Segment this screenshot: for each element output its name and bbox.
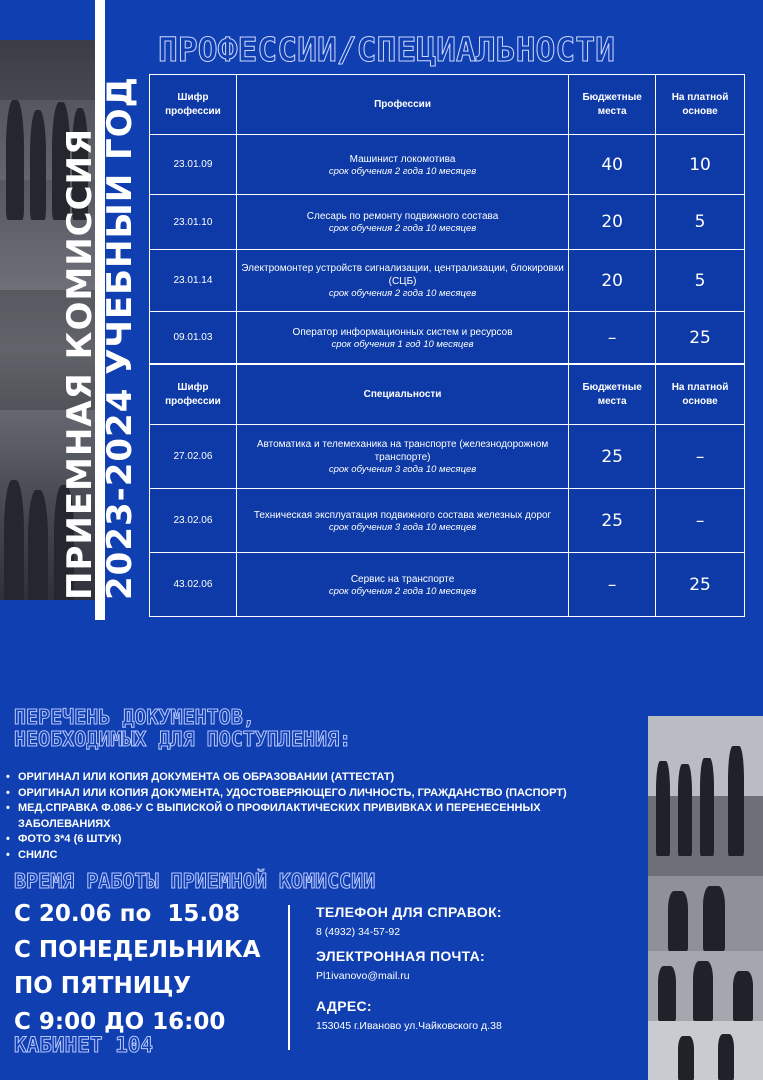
row-code: 27.02.06 <box>150 425 237 489</box>
row-code: 23.01.09 <box>150 135 237 195</box>
table-row <box>150 489 745 553</box>
row-budget: 25 <box>569 489 656 553</box>
row-name: Автоматика и телемеханика на транспорте (железнодорожном транспорте) <box>256 439 549 463</box>
photo-collage <box>648 716 763 1080</box>
title-line2: 2023-2024 УЧЕБНЫЙ ГОД <box>100 76 140 600</box>
list-item: • СНИЛС <box>6 848 626 864</box>
phone-value[interactable]: 8 (4932) 34-57-92 <box>316 926 401 938</box>
phone-label: ТЕЛЕФОН ДЛЯ СПРАВОК: <box>316 904 502 920</box>
row-paid: 10 <box>656 135 745 195</box>
vertical-separator <box>288 905 290 1050</box>
row-paid: 5 <box>656 250 745 312</box>
header-code: Шифр профессии <box>150 365 237 425</box>
header-budget: Бюджетные места <box>569 365 656 425</box>
row-duration: срок обучения 2 года 10 месяцев <box>328 288 477 299</box>
documents-title-line2: НЕОБХОДИМЫХ ДЛЯ ПОСТУПЛЕНИЯ: <box>14 727 352 751</box>
table-row <box>150 195 745 250</box>
header-code: Шифр профессии <box>150 75 237 135</box>
row-code: 09.01.03 <box>150 312 237 364</box>
title-line1: ПРИЕМНАЯ КОМИССИЯ <box>60 127 100 600</box>
documents-title <box>14 706 634 750</box>
row-paid: 5 <box>656 195 745 250</box>
address-label: АДРЕС: <box>316 998 372 1014</box>
row-paid: 25 <box>656 312 745 364</box>
table-row <box>150 553 745 617</box>
row-code: 23.02.06 <box>150 489 237 553</box>
row-code: 43.02.06 <box>150 553 237 617</box>
schedule-days-line2: ПО ПЯТНИЦУ <box>14 973 192 999</box>
schedule-dates: С 20.06 по 15.08 <box>14 901 241 927</box>
phone-block <box>316 904 502 938</box>
list-item: • ФОТО 3*4 (6 ШТУК) <box>6 832 626 848</box>
schedule-block <box>14 896 284 1040</box>
row-name: Машинист локомотива <box>349 153 456 165</box>
email-label: ЭЛЕКТРОННАЯ ПОЧТА: <box>316 948 485 964</box>
table-row <box>150 135 745 195</box>
documents-title-line1: ПЕРЕЧЕНЬ ДОКУМЕНТОВ, <box>14 705 255 729</box>
row-name: Электромонтер устройств сигнализации, централизации, блокировки (СЦБ) <box>241 263 564 287</box>
header-paid: На платной основе <box>656 75 745 135</box>
schedule-title: ВРЕМЯ РАБОТЫ ПРИЕМНОЙ КОМИССИИ <box>14 869 376 893</box>
row-duration: срок обучения 3 года 10 месяцев <box>328 464 477 475</box>
list-item: • ОРИГИНАЛ ИЛИ КОПИЯ ДОКУМЕНТА ОБ ОБРАЗОВАНИИ (АТТЕСТАТ) <box>6 770 626 786</box>
row-budget: 25 <box>569 425 656 489</box>
row-duration: срок обучения 2 года 10 месяцев <box>328 585 477 597</box>
table-row <box>150 250 745 312</box>
row-name: Техническая эксплуатация подвижного состава железных дорог <box>253 509 552 521</box>
row-duration: срок обучения 3 года 10 месяцев <box>328 521 477 533</box>
email-value[interactable]: Pl1ivanovo@mail.ru <box>316 970 410 982</box>
row-paid: – <box>656 425 745 489</box>
header-budget: Бюджетные места <box>569 75 656 135</box>
row-budget: 20 <box>569 195 656 250</box>
schedule-days-line1: С ПОНЕДЕЛЬНИКА <box>14 937 261 963</box>
specialties-table <box>149 364 745 617</box>
header-name: Профессии <box>236 75 568 135</box>
cabinet-number: КАБИНЕТ 104 <box>14 1033 154 1057</box>
row-name: Сервис на транспорте <box>350 573 455 585</box>
table-row <box>150 312 745 364</box>
list-item: • МЕД.СПРАВКА Ф.086-У С ВЫПИСКОЙ О ПРОФИЛАКТИЧЕСКИХ ПРИВИВКАХ И ПЕРЕНЕСЕННЫХ ЗАБОЛЕВАНИЯХ <box>6 801 626 832</box>
table-header-row <box>150 365 745 425</box>
table-header-row <box>150 75 745 135</box>
schedule-time: С 9:00 ДО 16:00 <box>14 1009 226 1035</box>
row-budget: 40 <box>569 135 656 195</box>
header-paid: На платной основе <box>656 365 745 425</box>
row-paid: – <box>656 489 745 553</box>
row-duration: срок обучения 1 год 10 месяцев <box>331 338 474 350</box>
row-paid: 25 <box>656 553 745 617</box>
table-row <box>150 425 745 489</box>
header-name: Специальности <box>236 365 568 425</box>
row-name: Слесарь по ремонту подвижного состава <box>306 211 499 222</box>
address-value: 153045 г.Иваново ул.Чайковского д.38 <box>316 1020 502 1032</box>
professions-table <box>149 74 745 364</box>
address-block <box>316 998 502 1032</box>
section-title: ПРОФЕССИИ/СПЕЦИАЛЬНОСТИ <box>158 30 615 69</box>
row-budget: 20 <box>569 250 656 312</box>
row-code: 23.01.14 <box>150 250 237 312</box>
row-budget: – <box>569 553 656 617</box>
list-item: • ОРИГИНАЛ ИЛИ КОПИЯ ДОКУМЕНТА, УДОСТОВЕРЯЮЩЕГО ЛИЧНОСТЬ, ГРАЖДАНСТВО (ПАСПОРТ) <box>6 786 626 802</box>
row-budget: – <box>569 312 656 364</box>
row-duration: срок обучения 2 года 10 месяцев <box>328 165 477 177</box>
row-name: Оператор информационных систем и ресурсов <box>292 326 513 338</box>
row-duration: срок обучения 2 года 10 месяцев <box>328 223 477 234</box>
row-code: 23.01.10 <box>150 195 237 250</box>
email-block <box>316 948 485 982</box>
documents-list <box>6 770 626 863</box>
